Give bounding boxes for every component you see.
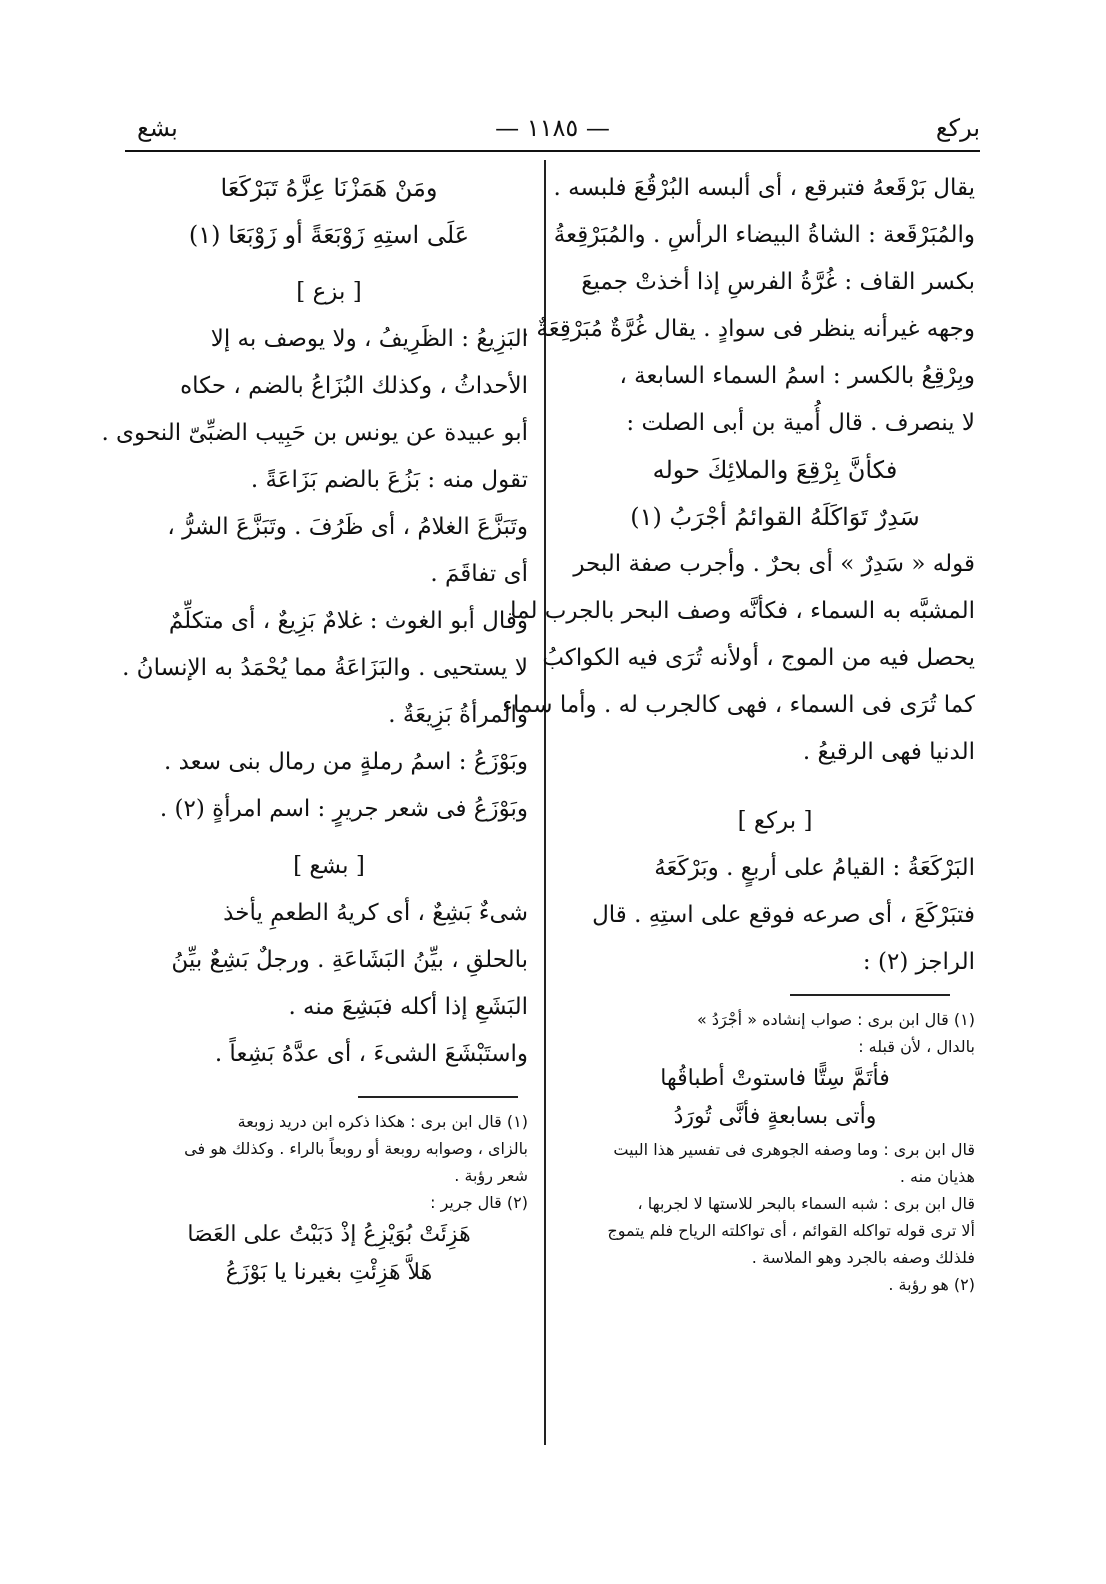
footnote-verse: وأتى بسابعةٍ فأنَّى تُورَدُ (673, 1104, 877, 1129)
header-rule (125, 150, 980, 152)
text-line: يحصل فيه من الموج ، أولأنه تُرَى فيه الكواكبُ (542, 645, 975, 671)
text-line: وجهه غيرأنه ينظر فى سوادٍ . يقال غُرَّةٌ مُبَرْقِعَةٌ . (521, 316, 975, 342)
text-line: تقول منه : بَزُعَ بالضم بَزَاعَةً . (250, 467, 528, 493)
entry-heading-bashia: [ بشع ] (293, 853, 365, 879)
text-line: لا يستحيى . والبَزَاعَةُ مما يُحْمَدُ به الإنسانُ . (122, 655, 528, 681)
footnote-line: هذيان منه . (899, 1167, 975, 1186)
footnote-verse: هَزِئَتْ بُوَيْزِعُ إذْ دَبَبْتُ على العَصَا (187, 1222, 471, 1247)
text-line: الراجز (٢) : (862, 949, 975, 975)
footnote-line: (٢) قال جرير : (430, 1193, 528, 1212)
footnote-line: (١) قال ابن برى : هكذا ذكره ابن دريد زوبعة (237, 1112, 528, 1131)
text-line: الأحداثُ ، وكذلك البُزَاعُ بالضم ، حكاه (180, 373, 528, 399)
footnote-line: ألا ترى قوله تواكله القوائم ، أى تواكلته الرياح فلم يتموج (607, 1221, 975, 1240)
footnote-rule (358, 1096, 518, 1098)
header-right-keyword: بركع (935, 114, 980, 142)
verse-line: سَدِرٌ تَوَاكَلَهُ القوائمُ أجْرَبُ (١) (630, 503, 920, 531)
entry-heading-barka: [ بركع ] (737, 808, 813, 834)
text-line: قوله « سَدِرٌ » أى بحرٌ . وأجرب صفة البحر (573, 551, 975, 577)
left-column (101, 165, 528, 1292)
footnote-line: (١) قال ابن برى : صواب إنشاده « أجْرَدُ » (696, 1010, 975, 1029)
text-line: يقال بَرْقَعهُ فتبرقع ، أى ألبسه البُرْقُعَ فلبسه . (553, 175, 975, 201)
header-left-keyword: بشع (137, 114, 178, 142)
footnote-line: بالدال ، لأن قبله : (858, 1037, 975, 1056)
verse-line: عَلَى استِهِ زَوْبَعَةً أو زَوْبَعَا (١) (188, 221, 470, 249)
text-line: شىءٌ بَشِعٌ ، أى كريهُ الطعمِ يأخذ (223, 900, 528, 926)
text-line: البَشَعِ إذا أكله فبَشِعَ منه . (288, 994, 528, 1020)
text-line: كما تُرَى فى السماء ، فهى كالجرب له . وأما سماء (502, 692, 975, 718)
text-line: المشبَّه به السماء ، فكأنَّه وصف البحر بالجرب لما (510, 598, 975, 624)
entry-heading-baza: [ بزع ] (296, 279, 362, 305)
text-line: وبَوْزَعُ فى شعر جريرٍ : اسم امرأةٍ (٢) . (159, 796, 528, 822)
text-line: والمُبَرْقَعة : الشاةُ البيضاء الرأسِ . والمُبَرْقِعةُ (553, 222, 975, 248)
text-line: وبِرْقِعُ بالكسر : اسمُ السماء السابعة ، (619, 363, 975, 389)
footnote-line: (٢) هو رؤبة . (888, 1275, 975, 1294)
footnote-line: شعر رؤبة . (454, 1166, 528, 1185)
text-line: والمرأةُ بَزِيعَةٌ . (388, 702, 528, 728)
text-line: الدنيا فهى الرقيعُ . (802, 739, 975, 765)
text-line: فتبَرْكَعَ ، أى صرعه فوقع على استِهِ . قال (592, 902, 975, 928)
text-line: أى تفاقَمَ . (430, 561, 528, 587)
text-line: بالحلقِ ، بيِّنُ البَشَاعَةِ . ورجلٌ بَشِعٌ بيِّنُ (171, 947, 528, 973)
page-header (125, 114, 980, 148)
text-line: وبَوْزَعُ : اسمُ رملةٍ من رمال بنى سعد . (163, 749, 528, 775)
footnote-verse: هَلاَّ هَزِئْتِ بغيرنا يا بَوْزَعُ (225, 1260, 433, 1285)
text-line: البَزِيعُ : الظَرِيفُ ، ولا يوصف به إلا (210, 326, 528, 352)
page-number: — ١١٨٥ — (495, 114, 610, 142)
text-line: لا ينصرف . قال أُمية بن أبى الصلت : (626, 410, 975, 436)
verse-line: ومَنْ هَمَزْنَا عِزَّهُ تَبَرْكَعَا (220, 174, 438, 202)
footnote-verse: فأتَمَّ سِتًّا فاستوتْ أطباقُها (660, 1066, 890, 1091)
right-column (502, 165, 975, 1298)
footnote-line: قال ابن برى : وما وصفه الجوهرى فى تفسير هذا البيت (613, 1140, 975, 1159)
text-line: بكسر القاف : غُرَّةُ الفرسِ إذا أخذتْ جميعَ (581, 269, 975, 295)
text-line: أبو عبيدة عن يونس بن حَبِيب الضبِّىّ النحوى . (101, 420, 528, 446)
footnote-rule (790, 994, 950, 996)
footnote-line: قال ابن برى : شبه السماء بالبحر للاستها لا لجربها ، (637, 1194, 975, 1213)
footnote-line: بالزاى ، وصوابه روبعة أو روبعاً بالراء . وكذلك هو فى (184, 1139, 528, 1158)
verse-line: فكأنَّ بِرْقِعَ والملائِكَ حوله (652, 456, 898, 484)
text-line: وتَبَزَّعَ الغلامُ ، أى ظَرُفَ . وتَبَزَّعَ الشرُّ ، (167, 514, 528, 540)
text-line: واستَبْشَعَ الشىءَ ، أى عدَّهُ بَشِعاً . (214, 1041, 528, 1067)
text-line: وقال أبو الغوث : غلامٌ بَزِيعٌ ، أى متكلِّمٌ (168, 608, 528, 634)
footnote-line: فلذلك وصفه بالجرد وهو الملاسة . (751, 1248, 975, 1267)
text-line: البَرْكَعَةُ : القيامُ على أربعٍ . وبَرْكَعَهُ (654, 855, 975, 881)
